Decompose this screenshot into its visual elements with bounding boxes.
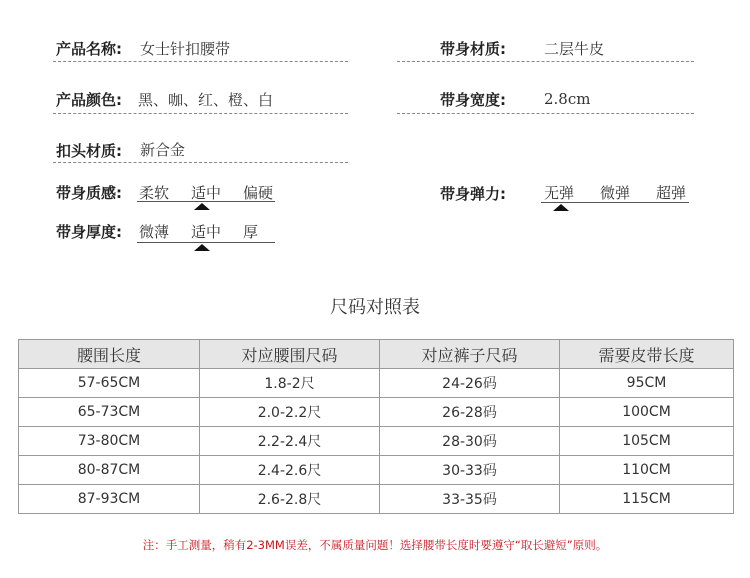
elasticity-option-slight: 微弹 (600, 184, 631, 202)
table-cell: 95CM (560, 369, 734, 398)
column-header: 需要皮带长度 (560, 340, 734, 369)
scale-line (137, 201, 275, 202)
table-cell: 57-65CM (19, 369, 200, 398)
column-header: 对应裤子尺码 (380, 340, 560, 369)
divider (53, 162, 348, 163)
selected-marker-icon (194, 203, 210, 210)
divider (53, 61, 348, 62)
table-header-row (19, 340, 734, 369)
elasticity-option-super: 超弹 (656, 184, 687, 202)
table-cell: 1.8-2尺 (200, 369, 380, 398)
selected-marker-icon (194, 244, 210, 251)
buckle-material-value: 新合金 (140, 141, 186, 159)
table-cell: 2.6-2.8尺 (200, 485, 380, 514)
measurement-note: 注：手工测量，稍有2-3MM误差，不属质量问题！选择腰带长度时要遵守“取长避短”原则。 (142, 538, 608, 552)
product-name-value: 女士针扣腰带 (140, 40, 231, 58)
texture-option-soft: 柔软 (139, 184, 170, 202)
table-cell: 26-28码 (380, 398, 560, 427)
table-cell: 115CM (560, 485, 734, 514)
texture-option-hard: 偏硬 (243, 184, 274, 202)
scale-line (137, 242, 275, 243)
table-cell: 105CM (560, 427, 734, 456)
size-chart-title: 尺码对照表 (330, 297, 420, 318)
table-row (19, 369, 734, 398)
body-width-label: 带身宽度: (440, 91, 506, 109)
divider (397, 113, 694, 114)
size-chart-table (18, 339, 734, 514)
thickness-label: 带身厚度: (56, 223, 122, 241)
table-cell: 80-87CM (19, 456, 200, 485)
table-cell: 110CM (560, 456, 734, 485)
thickness-option-medium: 适中 (191, 223, 222, 241)
elasticity-label: 带身弹力: (440, 185, 506, 203)
buckle-material-label: 扣头材质: (56, 142, 122, 160)
divider (397, 61, 694, 62)
table-cell: 100CM (560, 398, 734, 427)
body-width-value: 2.8cm (544, 90, 591, 108)
table-cell: 33-35码 (380, 485, 560, 514)
body-material-value: 二层牛皮 (544, 40, 605, 58)
table-row (19, 485, 734, 514)
thickness-option-thick: 厚 (243, 223, 259, 241)
texture-label: 带身质感: (56, 184, 122, 202)
table-cell: 24-26码 (380, 369, 560, 398)
selected-marker-icon (553, 204, 569, 211)
scale-line (541, 202, 689, 203)
thickness-option-thin: 微薄 (139, 223, 170, 241)
table-cell: 28-30码 (380, 427, 560, 456)
elasticity-option-none: 无弹 (544, 184, 575, 202)
table-cell: 2.4-2.6尺 (200, 456, 380, 485)
product-color-value: 黑、咖、红、橙、白 (138, 91, 274, 109)
table-cell: 65-73CM (19, 398, 200, 427)
column-header: 腰围长度 (19, 340, 200, 369)
table-cell: 73-80CM (19, 427, 200, 456)
table-cell: 2.0-2.2尺 (200, 398, 380, 427)
table-cell: 2.2-2.4尺 (200, 427, 380, 456)
table-row (19, 398, 734, 427)
table-cell: 30-33码 (380, 456, 560, 485)
table-row (19, 456, 734, 485)
table-cell: 87-93CM (19, 485, 200, 514)
body-material-label: 带身材质: (440, 40, 506, 58)
product-name-label: 产品名称: (56, 40, 122, 58)
texture-option-medium: 适中 (191, 184, 222, 202)
divider (53, 113, 348, 114)
table-row (19, 427, 734, 456)
product-color-label: 产品颜色: (56, 91, 122, 109)
column-header: 对应腰围尺码 (200, 340, 380, 369)
